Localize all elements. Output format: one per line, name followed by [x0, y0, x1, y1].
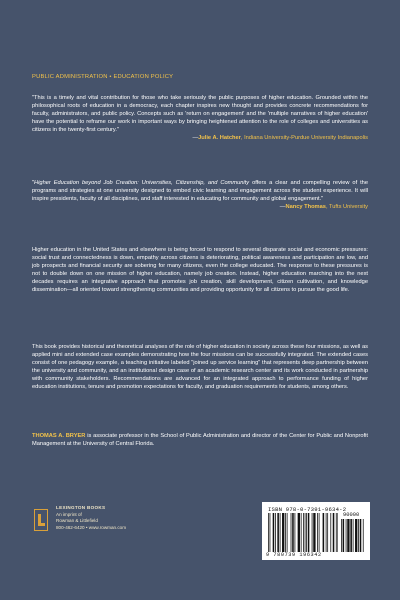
publisher-contact: 800-462-6420 • www.rowman.com: [56, 524, 127, 530]
publisher-line: An imprint of: [56, 511, 82, 517]
endorsement-attribution: —Nancy Thomas, Tufts University: [279, 204, 368, 211]
endorsement-hatcher: [32, 94, 368, 143]
isbn-label: ISBN 978-0-7391-9634-2: [268, 506, 347, 513]
price-code: 90000: [343, 512, 360, 518]
endorsement-quote: "This is a timely and vital contribution for those who take seriously the public purposes of higher education. Grounded within the philosophical roots of education in a democracy, each chapter inspires new thought and provides concrete recommendations for faculty, administrators, and public policy. Concepts such as 'return on engagement' and the 'multiple narratives of higher education' have the potential to reframe our work in important ways by bringing heightened attention to the role of colleges and universities as citizens in the twenty-first century.": [32, 95, 368, 134]
book-title: Higher Education beyond Job Creation: Universities, Citizenship, and Community: [34, 180, 250, 186]
barcode-addon-icon: [341, 519, 365, 552]
endorsement-attribution: —Julie A. Hatcher, Indiana University-Purdue University Indianapolis: [192, 135, 368, 142]
lexington-logo-icon: [34, 509, 48, 531]
category-label: PUBLIC ADMINISTRATION • EDUCATION POLICY: [32, 74, 174, 80]
description-paragraph-2: This book provides historical and theoretical analyses of the role of higher education in society across these four missions, as well as applied mini and extended case examples demonstrating how the four missions can be successfully integrated. The extended cases consist of one pedagogy example, a teaching initiative labeled "joined up service learning" that represents deep partnership between the university and community, and an institutional design case of an academic research center and its work conducted in partnership with community stakeholders. Recommendations are advanced for an integrated approach to performance funding of higher education institutions, tenure and promotion expectations for faculty, and graduation requirements for students, among others.: [32, 344, 368, 391]
endorser-name: Julie A. Hatcher: [198, 135, 241, 142]
barcode-digits: 9 780739 196342: [266, 552, 322, 558]
author-bio: THOMAS A. BRYER is associate professor in the School of Public Administration and director of the Center for Public and Nonprofit Management at the University of Central Florida.: [32, 433, 368, 448]
publisher-block: [34, 505, 126, 531]
description-paragraph-1: Higher education in the United States and elsewhere is being forced to respond to several disparate social and economic pressures: social trust and connectedness is down, empathy across citizens is deteriorating, political awareness and participation are low, and job prospects and financial security are sobering for many citizens, even the college educated. The response to these pressures is not to double down on one mission of higher education, namely job creation. Instead, higher education marching into the next decades requires an integrative approach that promotes job creation, skill development, citizen cultivation, and knowledge dissemination—all oriented toward strengthening communities and providing opportunity for all citizens to pursue the good life.: [32, 247, 368, 294]
barcode-icon: [268, 513, 338, 552]
endorser-affiliation: , Indiana University-Purdue University Indianapolis: [240, 135, 368, 142]
endorser-name: Nancy Thomas: [285, 204, 326, 211]
barcode-panel: [262, 502, 370, 560]
endorsement-thomas: [32, 179, 368, 211]
endorser-affiliation: , Tufts University: [325, 204, 368, 211]
publisher-name: LEXINGTON BOOKS: [56, 505, 106, 510]
endorsement-quote: "Higher Education beyond Job Creation: Universities, Citizenship, and Community offers a clear and compelling review of the programs and strategies at one university designed to embed civic learning and engagement across the student experience. It will inspire presidents, faculty of all disciplines, and staff interested in educating for community and global engagement.": [32, 180, 368, 203]
author-name: THOMAS A. BRYER: [32, 433, 86, 439]
publisher-line: Rowman & Littlefield: [56, 518, 98, 524]
